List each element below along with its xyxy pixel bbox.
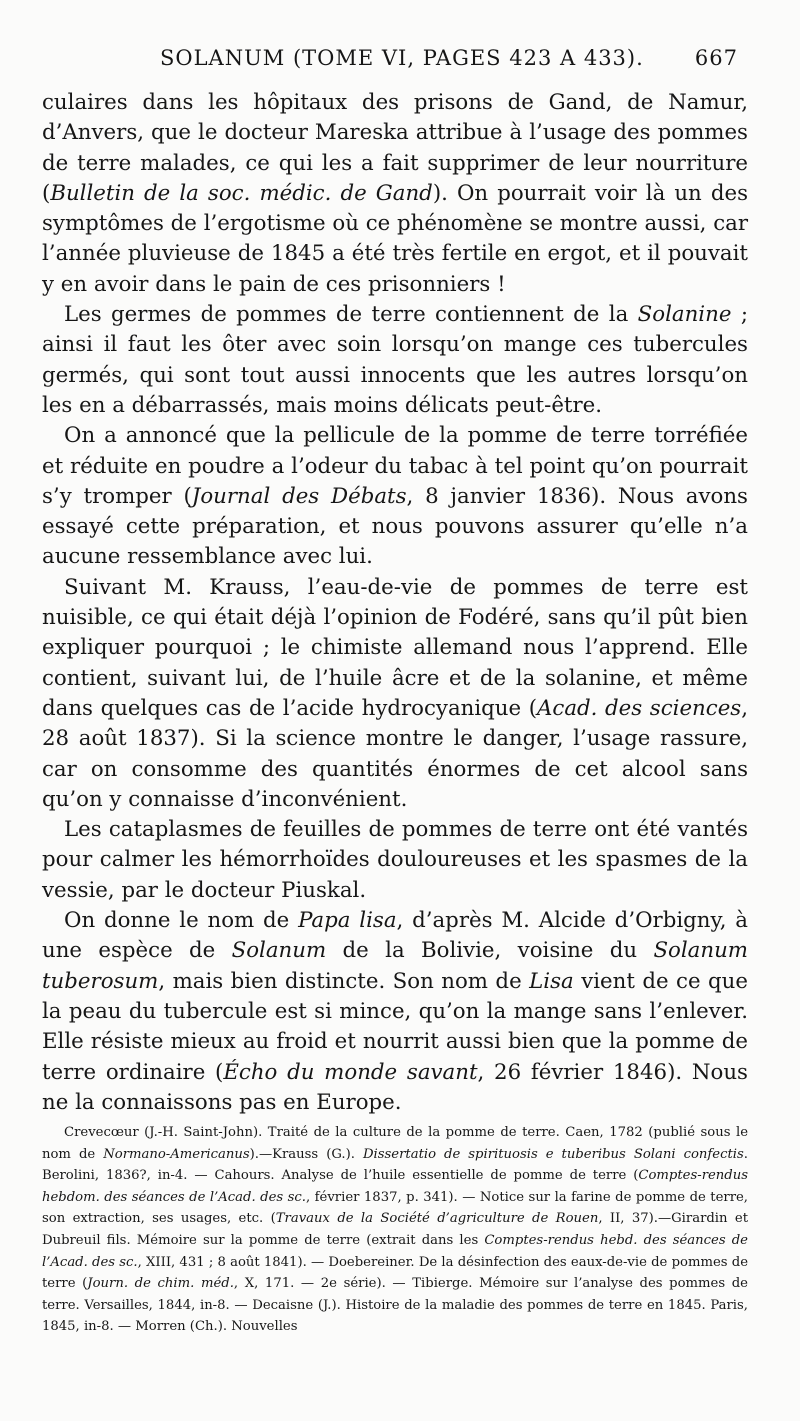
text-segment: , 8 janvier 1836). Nous avons essayé cette préparation, et nous pouvons assurer qu’elle n’a aucune ressemblance avec lui. [42, 483, 748, 570]
italic-text: Comptes-rendus hebdom. des séances de l’Acad. des sc. [42, 1168, 748, 1205]
italic-text: Lisa [529, 968, 574, 994]
paragraph [42, 815, 748, 906]
text-segment: vient de ce que la peau du tubercule est si mince, qu’on la mange sans l’enlever. Elle résiste mieux au froid et nourrit aussi bien que la pomme de terre ordinaire ( [42, 968, 748, 1085]
text-segment: On a annoncé que la pellicule de la pomme de terre torréfiée et réduite en poudre a l’odeur du tabac à tel point qu’on pourrait s’y tromper ( [42, 423, 748, 509]
paragraph [42, 421, 748, 572]
text-segment: Les cataplasmes de feuilles de pommes de terre ont été vantés pour calmer les hémorrhoïdes douloureuses et les spasmes de la vessie, par le docteur Piuskal. [42, 817, 748, 903]
text-segment: Suivant M. Krauss, l’eau-de-vie de pommes de terre est nuisible, ce qui était déjà l’opinion de Fodéré, sans qu’il pût bien expliquer pourquoi ; le chimiste allemand nous l’apprend. Elle contient, suivant lui, de l’huile âcre et de la solanine, et même dans quelques cas de l’acide hydrocyanique ( [42, 574, 748, 721]
bibliography-note [42, 1122, 748, 1338]
text-segment: , mais bien distincte. Son nom de [158, 968, 530, 994]
text-segment: de la Bolivie, voisine du [326, 938, 654, 964]
italic-text: Solanum tuberosum [42, 938, 748, 994]
italic-text: Dissertatio de spirituosis e tuberibus Solani confectis [362, 1146, 744, 1162]
italic-text: Solanum [231, 938, 327, 964]
italic-text: Papa lisa [298, 908, 397, 934]
italic-text: Comptes-rendus hebd. des séances de l’Acad. des sc. [42, 1233, 748, 1270]
text-segment: , février 1837, p. 341). — Notice sur la farine de pomme de terre, son extraction, ses usages, etc. ( [42, 1189, 749, 1227]
text-segment: Les germes de pommes de terre contiennent de la [64, 302, 638, 328]
text-segment: ; ainsi il faut les ôter avec soin lorsqu’on mange ces tubercules germés, qui sont tout aussi innocents que les autres lorsqu’on les en a débarrassés, mais moins délicats peut-être. [42, 302, 749, 418]
paragraph [42, 300, 748, 421]
text-segment: , X, 171. — 2e série). — Tibierge. Mémoire sur l’analyse des pommes de terre. Versailles, 1844, in-8. — Decaisne (J.). Histoire de la maladie des pommes de terre en 1845. Paris, 1845, in-8. — Morren (Ch.). Nouvelles [42, 1276, 748, 1335]
italic-text: Écho du monde savant [223, 1059, 478, 1085]
italic-text: Normano-Americanus [103, 1146, 250, 1162]
italic-text: Acad. des sciences [537, 695, 742, 721]
running-title: SOLANUM (TOME VI, PAGES 423 A 433). [160, 46, 644, 70]
page-number: 667 [694, 46, 738, 70]
italic-text: Solanine [637, 302, 732, 328]
paragraph [42, 906, 748, 1118]
main-text [42, 88, 748, 1118]
italic-text: Journ. de chim. méd. [87, 1276, 234, 1292]
text-segment: On donne le nom de [64, 908, 299, 934]
text-segment: culaires dans les hôpitaux des prisons de Gand, de Namur, d’Anvers, que le docteur Mareska attribue à l’usage des pommes de terre malades, ce qui les a fait supprimer de leur nourriture ( [42, 90, 748, 206]
text-segment: , II, 37).—Girardin et Dubreuil fils. Mémoire sur la pomme de terre (extrait dans les [42, 1211, 748, 1249]
text-segment: , XIII, 431 ; 8 août 1841). — Doebereiner. De la désinfection des eaux-de-vie de pommes de terre ( [42, 1254, 748, 1292]
text-segment: ).—Krauss (G.). [249, 1146, 363, 1162]
paragraph [42, 573, 748, 815]
running-header [42, 46, 748, 88]
paragraph [42, 88, 748, 300]
italic-text: Journal des Débats [191, 483, 407, 509]
italic-text: Bulletin de la soc. médic. de Gand [50, 180, 433, 206]
text-segment: , 28 août 1837). Si la science montre le danger, l’usage rassure, car on consomme des quantités énormes de cet alcool sans qu’on y connaisse d’inconvénient. [42, 695, 749, 812]
text-segment: . Berolini, 1836?, in-4. — Cahours. Analyse de l’huile essentielle de pomme de terre ( [42, 1146, 748, 1184]
text-segment: , 26 février 1846). Nous ne la connaissons pas en Europe. [42, 1059, 748, 1115]
text-segment: , d’après M. Alcide d’Orbigny, à une espèce de [42, 908, 748, 964]
text-segment: ). On pourrait voir là un des symptômes de l’ergotisme où ce phénomène se montre aussi, car l’année pluvieuse de 1845 a été très fertile en ergot, et il pouvait y en avoir dans le pain de ces prisonniers ! [42, 180, 748, 297]
italic-text: Travaux de la Société d’agriculture de Rouen [275, 1211, 599, 1227]
text-segment: Crevecœur (J.-H. Saint-John). Traité de la culture de la pomme de terre. Caen, 1782 (publié sous le nom de [42, 1125, 748, 1162]
